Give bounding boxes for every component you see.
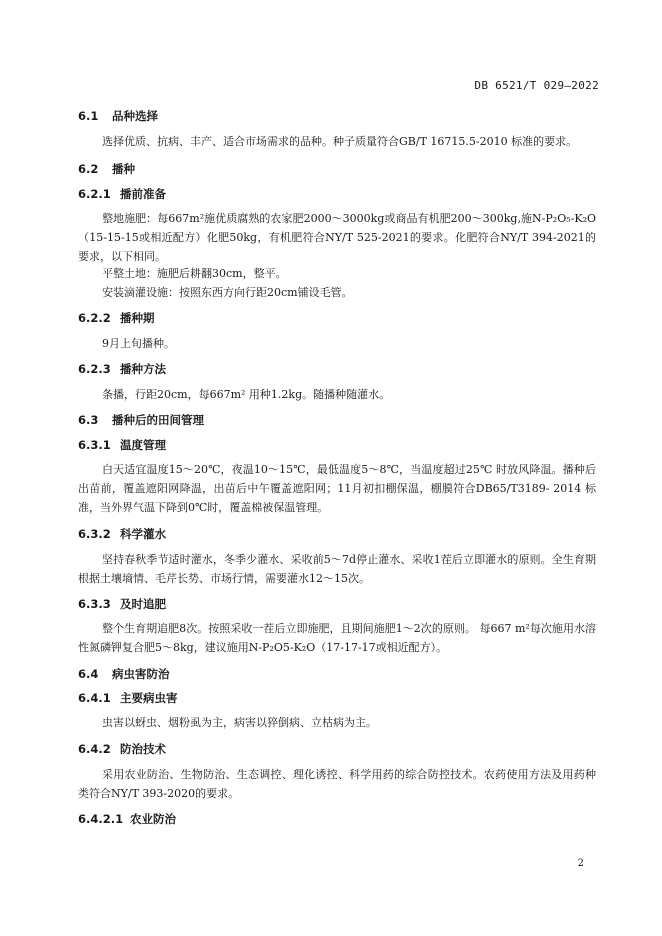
heading-6-4: 6.4 病虫害防治 [78,667,170,681]
paragraph-drip: 安装滴灌设施：按照东西方向行距20cm铺设毛管。 [102,286,353,299]
heading-6-3-3: 6.3.3 及时追肥 [78,597,166,611]
heading-6-4-2: 6.4.2 防治技术 [78,742,166,756]
heading-6-4-1: 6.4.1 主要病虫害 [78,691,178,705]
paragraph-leveling: 平整土地：施肥后耕翻30cm，整平。 [102,267,287,280]
heading-6-1: 6.1 品种选择 [78,109,158,123]
paragraph-sowing-time: 9月上旬播种。 [102,337,175,350]
heading-6-3: 6.3 播种后的田间管理 [78,413,204,427]
paragraph-sowing-method: 条播，行距20cm，每667m² 用种1.2kg。随播种随灌水。 [102,388,391,401]
paragraph-pests: 虫害以蚜虫、烟粉虱为主，病害以猝倒病、立枯病为主。 [102,716,377,729]
paragraph-temperature: 白天适宜温度15～20℃，夜温10～15℃，最低温度5～8℃，当温度超过25℃ 时放风降温。播种后出苗前，覆盖遮阳网降温，出苗后中午覆盖遮阳网；11月初扣棚保温，棚膜符合DB65/T3189- 2014 标准，当外界气温下降到0℃时，覆盖棉被保温管理。 [78,463,596,514]
heading-6-3-1: 6.3.1 温度管理 [78,438,166,452]
heading-6-2-2: 6.2.2 播种期 [78,311,155,325]
heading-6-3-2: 6.3.2 科学灌水 [78,527,166,541]
paragraph-fertilize: 整地施肥：每667m²施优质腐熟的农家肥2000～3000kg或商品有机肥200～300kg,施N-P₂O₅-K₂O（15-15-15或相近配方）化肥50kg，有机肥符合NY/T 525-2021的要求。化肥符合NY/T 394-2021的要求，以下相同。 [78,212,596,263]
paragraph-control: 采用农业防治、生物防治、生态调控、理化诱控、科学用药的综合防控技术。农药使用方法及用药种类符合NY/T 393-2020的要求。 [78,768,596,800]
paragraph-topdress: 整个生育期追肥8次。按照采收一茬后立即施肥，且期间施肥1～2次的原则。 每667 m²每次施用水溶性氮磷钾复合肥5～8kg，建议施用N-P₂O5-K₂O（17-17-17或相近配方）。 [78,622,596,654]
paragraph-variety: 选择优质、抗病、丰产、适合市场需求的品种。种子质量符合GB/T 16715.5-2010 标准的要求。 [102,135,578,148]
heading-6-2: 6.2 播种 [78,162,135,176]
paragraph-irrigation: 坚持春秋季节适时灌水，冬季少灌水、采收前5～7d停止灌水、采收1茬后立即灌水的原则。全生育期根据土壤墒情、毛芹长势、市场行情，需要灌水12～15次。 [78,553,596,585]
heading-6-4-2-1: 6.4.2.1 农业防治 [78,812,176,826]
heading-6-2-3: 6.2.3 播种方法 [78,362,166,376]
heading-6-2-1: 6.2.1 播前准备 [78,187,166,201]
page-number: 2 [577,858,584,869]
document-id: DB 6521/T 029—2022 [474,79,599,92]
